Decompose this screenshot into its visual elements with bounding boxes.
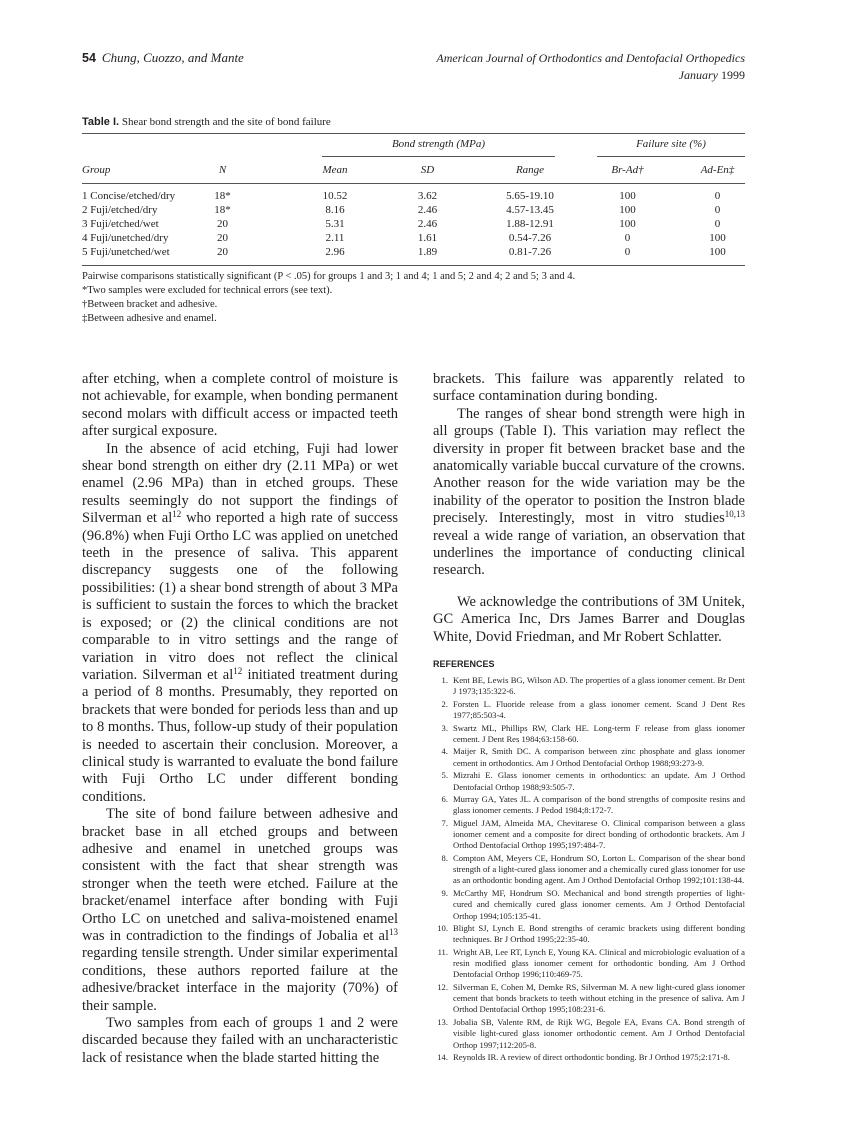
column-header-sd: SD <box>420 164 435 176</box>
reference-number: 6. <box>441 794 448 804</box>
references-heading: REFERENCES <box>433 659 495 670</box>
reference-item <box>433 723 745 746</box>
reference-text: Miguel JAM, Almeida MA, Chevitarese O. Clinical comparison between a glass ionomer cement and a composite for direct bonding of orthodontic brackets. Am J Orthod Dentofacial Orthop 1995;197:484-7. <box>453 817 745 851</box>
table-cell: 0 <box>624 232 631 244</box>
reference-text: Reynolds IR. A review of direct orthodontic bonding. Br J Orthod 1975;2:171-8. <box>453 1052 730 1063</box>
page-number: 54 <box>82 51 96 65</box>
reference-text: Maijer R, Smith DC. A comparison between zinc phosphate and glass ionomer cement in orthodontics. Am J Orthod Dentofacial Orthop 1988;93:273-9. <box>453 746 745 768</box>
reference-text: Mizrahi E. Glass ionomer cements in orthodontics: an update. Am J Orthod Dentofacial Orthop 1988;93:505-7. <box>453 770 745 792</box>
table-cell: 1 Concise/etched/dry <box>82 190 176 202</box>
reference-item <box>433 982 745 1016</box>
table-footnote: *Two samples were excluded for technical errors (see text). <box>82 285 333 296</box>
reference-item <box>433 947 745 981</box>
table-cell: 1.89 <box>417 246 438 258</box>
table-cell: 2.46 <box>417 204 438 216</box>
acknowledgment <box>433 594 745 646</box>
reference-text: Blight SJ, Lynch E. Bond strengths of ceramic brackets using different bonding techniques. Br J Orthod 1995;22:35-40. <box>453 923 745 945</box>
table-cell: 5.65-19.10 <box>506 190 554 202</box>
table-cell: 2 Fuji/etched/dry <box>82 204 158 216</box>
reference-item <box>433 770 745 793</box>
reference-item <box>433 794 745 817</box>
reference-text: McCarthy MF, Hondrum SO. Mechanical and bond strength properties of light-cured and chemically cured glass ionomer cements. Am J Orthod Dentofacial Orthop 1994;105:135-41. <box>453 887 745 921</box>
reference-number: 4. <box>441 746 448 757</box>
citation-superscript: 13 <box>389 927 398 937</box>
reference-item <box>433 746 745 769</box>
reference-number: 10. <box>437 923 448 934</box>
table-cell: 100 <box>619 218 636 230</box>
table-cell: 0 <box>714 218 721 230</box>
reference-item <box>433 699 745 722</box>
paragraph-text: reveal a wide range of variation, an observation that underlines the importance of conducting clinical research. <box>433 527 745 579</box>
reference-text: Silverman E, Cohen M, Demke RS, Silverman M. A new light-cured glass ionomer cement that bonds brackets to teeth without etching in the presence of saliva. Am J Orthod Dentofacial Orthop 1995;108:231-6. <box>453 981 745 1015</box>
table-cell: 20 <box>217 246 228 258</box>
table-cell: 2.96 <box>325 246 345 258</box>
paragraph <box>82 806 398 1015</box>
paragraph-text: In the absence of acid etching, Fuji had lower shear bond strength on either dry (2.11 MPa) or wet enamel (2.96 MPa) than in etched groups. These results seemingly do not support the findings of Silverman et al <box>82 440 398 527</box>
citation-superscript: 12 <box>233 665 243 676</box>
reference-text: Wright AB, Lee RT, Lynch E, Young KA. Clinical and microbiologic evaluation of a resin modified glass ionomer cement for orthodontic bonding. Am J Orthod Dentofacial Orthop 1996;110:469-75. <box>453 946 745 980</box>
table-cell: 1.61 <box>417 232 438 244</box>
reference-item <box>433 923 745 946</box>
reference-text: Forsten L. Fluoride release from a glass ionomer cement. Scand J Dent Res 1977;85:503-4. <box>453 698 745 721</box>
reference-number: 3. <box>441 722 448 733</box>
paragraph-text: regarding tensile strength. Under similar experimental conditions, these authors reported failure at the adhesive/bracket interface in the majority (70%) of their sample. <box>82 945 398 1014</box>
column-header-group: Group <box>82 164 111 176</box>
paragraph <box>82 371 398 441</box>
table-cell: 0.81-7.26 <box>508 246 552 258</box>
reference-number: 11. <box>437 946 448 957</box>
table-label: Table I. <box>82 116 120 128</box>
body-left-column <box>82 371 398 1067</box>
paragraph-text: The site of bond failure between adhesive and bracket base in all etched groups and between adhesive and enamel in unetched groups was consistent with the fact that shear strength was stronger when the teeth were etched. Failure at the bracket/enamel interface after bonding with Fuji Ortho LC on unetched and saliva-moistened enamel was in contradiction to the findings of Jobalia et al <box>82 806 398 944</box>
reference-number: 5. <box>441 770 448 781</box>
table-footnote: ‡Between adhesive and enamel. <box>82 313 217 324</box>
reference-item <box>433 675 745 698</box>
citation-superscript: 10,13 <box>724 509 745 520</box>
column-header-range: Range <box>515 164 545 176</box>
running-header-right <box>436 50 745 84</box>
table-cell: 0 <box>624 246 631 258</box>
column-header-n: N <box>218 164 227 176</box>
references-list <box>433 675 745 1063</box>
reference-text: Swartz ML, Phillips RW, Clark HE. Long-term F release from glass ionomer cement. J Dent Res 1984;63:158-60. <box>453 722 745 744</box>
reference-number: 14. <box>437 1052 448 1063</box>
table-cell: 4.57-13.45 <box>506 204 554 216</box>
reference-text: Compton AM, Meyers CE, Hondrum SO, Lorton L. Comparison of the shear bond strength of a light-cured glass ionomer and a chemically cured glass ionomer for use as an orthodontic bonding agent. Am J Orthod Dentofacial Orthop 1992;101:138-44. <box>453 852 745 886</box>
paragraph-text: The ranges of shear bond strength were high in all groups (Table I). This variation may reflect the diversity in proper fit between bracket base and the anatomically variable buccal curvature of the crowns. Another reason for the wide variation may be the inability of the operator to position the Instron blade precisely. Interestingly, most in vitro studies <box>433 405 745 527</box>
issue-date <box>436 67 745 84</box>
table-cell: 10.52 <box>322 190 348 202</box>
reference-number: 7. <box>441 817 448 828</box>
reference-item <box>433 888 745 922</box>
table-cell: 8.16 <box>325 204 345 216</box>
paragraph <box>433 406 745 580</box>
paragraph-text: Two samples from each of groups 1 and 2 were discarded because they failed with an uncharacteristic lack of resistance when the blade started hitting the <box>82 1015 398 1066</box>
table-cell: 100 <box>709 246 726 258</box>
table-cell: 5.31 <box>325 218 345 230</box>
column-header-brad: Br-Ad† <box>611 164 644 176</box>
table-top-rule <box>82 133 745 134</box>
issue-year: 1999 <box>721 68 745 82</box>
table-cell: 100 <box>619 204 636 216</box>
reference-item <box>433 853 745 887</box>
table-cell: 0 <box>714 190 721 202</box>
table-cell: 2.11 <box>325 232 345 244</box>
table-cell: 4 Fuji/unetched/dry <box>82 232 169 244</box>
table-cell: 100 <box>619 190 636 202</box>
reference-number: 8. <box>441 852 448 863</box>
table-cell: 18* <box>214 204 231 216</box>
reference-number: 2. <box>441 698 448 709</box>
table-cell: 100 <box>709 232 726 244</box>
table-caption <box>82 116 331 128</box>
authors: Chung, Cuozzo, and Mante <box>101 50 244 65</box>
column-header-mean: Mean <box>322 164 348 176</box>
failure-site-underline <box>597 156 745 157</box>
paragraph-text: brackets. This failure was apparently related to surface contamination during bonding. <box>433 371 745 405</box>
reference-text: Kent BE, Lewis BG, Wilson AD. The properties of a glass ionomer cement. Br Dent J 1973;135:322-6. <box>453 675 745 697</box>
table-cell: 0.54-7.26 <box>508 232 552 244</box>
table-cell: 3 Fuji/etched/wet <box>82 218 159 230</box>
bond-strength-underline <box>322 156 555 157</box>
reference-number: 13. <box>437 1016 448 1027</box>
reference-text: Jobalia SB, Valente RM, de Rijk WG, Begole EA, Evans CA. Bond strength of visible light-cured glass ionomer orthodontic cement. Am J Orthod Dentofacial Orthop 1997;112:205-8. <box>453 1016 745 1050</box>
body-right-column-wrapper <box>433 371 745 1065</box>
table-cell: 0 <box>714 204 721 216</box>
failure-site-header: Failure site (%) <box>636 138 706 150</box>
citation-superscript: 12 <box>172 509 182 520</box>
column-header-aden: Ad-En‡ <box>700 164 735 176</box>
paragraph-text: after etching, when a complete control of moisture is not achievable, for example, when bonding permanent second molars with difficult access or impacted teeth after surgical exposure. <box>82 371 398 440</box>
table-footnote: Pairwise comparisons statistically significant (P < .05) for groups 1 and 3; 1 and 4; 1 and 5; 2 and 4; 2 and 5; 3 and 4. <box>82 271 576 282</box>
bond-strength-header: Bond strength (MPa) <box>391 138 486 150</box>
reference-number: 1. <box>441 675 448 686</box>
table-footnote: †Between bracket and adhesive. <box>82 299 218 310</box>
table-cell: 20 <box>217 218 228 230</box>
paragraph-text: who reported a high rate of success (96.8%) when Fuji Ortho LC was applied on unetched teeth in the presence of saliva. This apparent discrepancy suggests one of the following possibilities: (1) a shear bond strength of about 3 MPa is sufficient to sustain the forces to which the bracket is exposed; or (2) the clinical conditions are not comparable to in vitro settings and the range of variation in vitro does not reflect the clinical variation. Silverman et al <box>82 510 398 683</box>
reference-number: 12. <box>437 981 448 992</box>
paragraph <box>433 371 745 406</box>
table-cell: 18* <box>214 190 231 202</box>
journal-name: American Journal of Orthodontics and Dentofacial Orthopedics <box>436 51 745 65</box>
table-cell: 20 <box>217 232 228 244</box>
reference-item <box>433 818 745 852</box>
body-right-column <box>433 371 745 580</box>
issue-month: January <box>678 68 718 82</box>
paragraph <box>82 441 398 807</box>
table-cell: 2.46 <box>417 218 438 230</box>
table-bottom-rule <box>82 265 745 266</box>
table-caption-text: Shear bond strength and the site of bond failure <box>121 116 331 128</box>
paragraph-text: initiated treatment during a period of 8 months. Presumably, they reported on brackets that were bonded for periods less than and up to 8 months. Thus, follow-up study of their population is needed to ascertain their conclusion. Moreover, a clinical study is warranted to evaluate the bond failure with Fuji Ortho LC under different bonding conditions. <box>82 666 398 805</box>
table-cell: 5 Fuji/unetched/wet <box>82 246 170 258</box>
table-cell: 1.88-12.91 <box>506 218 554 230</box>
reference-number: 9. <box>441 887 448 898</box>
reference-text: Murray GA, Yates JL. A comparison of the bond strengths of composite resins and glass ionomer cements. J Pedod 1984;8:172-7. <box>453 794 745 816</box>
table-cell: 3.62 <box>417 190 438 202</box>
reference-item <box>433 1017 745 1051</box>
paragraph <box>82 1015 398 1067</box>
running-header-left <box>82 50 244 66</box>
table-header-rule <box>82 183 745 184</box>
acknowledgment-text: We acknowledge the contributions of 3M Unitek, GC America Inc, Drs James Barrer and Douglas White, Dovid Friedman, and Mr Robert Schlatter. <box>433 593 745 645</box>
reference-item <box>433 1052 745 1063</box>
